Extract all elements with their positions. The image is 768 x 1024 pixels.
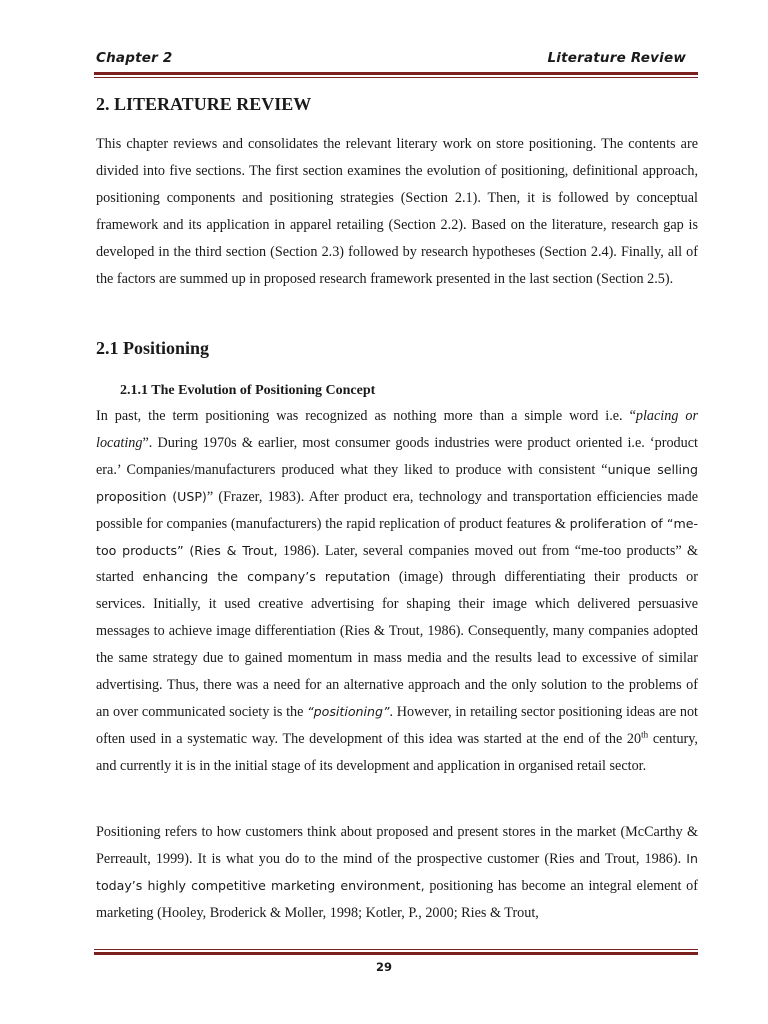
- text-run: Positioning refers to how customers think about proposed and present stores in the market (McCarthy & Perreault, 1999). It is what you do to the mind of the prospective customer (Ries and Trout, 1986).: [96, 824, 698, 867]
- text-run: positioning has become an integral element of marketing (Hooley, Broderick & Moller, 1998; Kotler, P., 2000; Ries & Trout,: [96, 877, 698, 921]
- text-run: (image) through differentiating their products or services. Initially, it used creative advertising for shaping their image which delivered persuasive messages to achieve image differentiation (Ries & Trout, 1986). Consequently, many companies adopted the same strategy due to gained momentum in mass media and the results lead to excessive of similar advertising. Thus, there was a need for an alternative approach and the only solution to the problems of an over communicated society is the: [96, 569, 698, 720]
- header-rule-thin: [94, 77, 698, 78]
- text-run: 1986). Later, several companies moved out from “me-too products” & started: [96, 542, 698, 586]
- sans-run: proliferation of “me-too products” (Ries & Trout,: [96, 515, 699, 558]
- superscript: th: [641, 729, 649, 740]
- section-title: 2. LITERATURE REVIEW: [96, 94, 312, 114]
- text-run: . However, in retailing sector positioning ideas are not often used in a systematic way. The development of this idea was started at the end of the 20: [96, 703, 698, 747]
- intro-paragraph: This chapter reviews and consolidates the relevant literary work on store positioning. The contents are divided into five sections. The first section examines the evolution of positioning, definitional approach, positioning components and positioning strategies (Section 2.1). Then, it is followed by conceptual framework and its application in apparel retailing (Section 2.2). Based on the literature, research gap is developed in the third section (Section 2.3) followed by research hypotheses (Section 2.4). Finally, all of the factors are summed up in proposed research framework presented in the last section (Section 2.5).: [96, 136, 698, 287]
- subsection-title: 2.1 Positioning: [96, 338, 210, 358]
- sans-run: enhancing the company’s reputation: [142, 569, 391, 585]
- sans-run: In today’s highly competitive marketing environment,: [96, 850, 698, 893]
- page-number: 29: [375, 960, 392, 974]
- text-run: ”. During 1970s & earlier, most consumer goods industries were product oriented i.e. ‘product era.’ Companies/manufacturers produced what they liked to produce with consistent “: [96, 434, 698, 478]
- footer-rule-thin: [94, 949, 698, 950]
- text-run: In past, the term positioning was recognized as nothing more than a simple word i.e. “: [96, 408, 636, 424]
- evolution-paragraph: [96, 403, 698, 780]
- italic-run: placing or locating: [96, 408, 699, 451]
- text-run: century, and currently it is in the initial stage of its development and application in organised retail sector.: [96, 730, 698, 774]
- italic-run: “positioning”: [307, 703, 390, 719]
- subsubsection-title: 2.1.1 The Evolution of Positioning Concept: [120, 383, 376, 398]
- header-chapter: Chapter 2: [96, 50, 173, 66]
- header-section: Literature Review: [547, 50, 686, 66]
- header-rule-thick: [94, 72, 698, 75]
- definition-paragraph: [96, 819, 698, 927]
- running-header: [96, 50, 686, 70]
- footer-rule-thick: [94, 952, 698, 955]
- sans-run: unique selling proposition (USP): [96, 461, 698, 504]
- text-run: ” (Frazer, 1983). After product era, technology and transportation efficiencies made possible for companies (manufacturers) the rapid replication of product features &: [96, 488, 698, 532]
